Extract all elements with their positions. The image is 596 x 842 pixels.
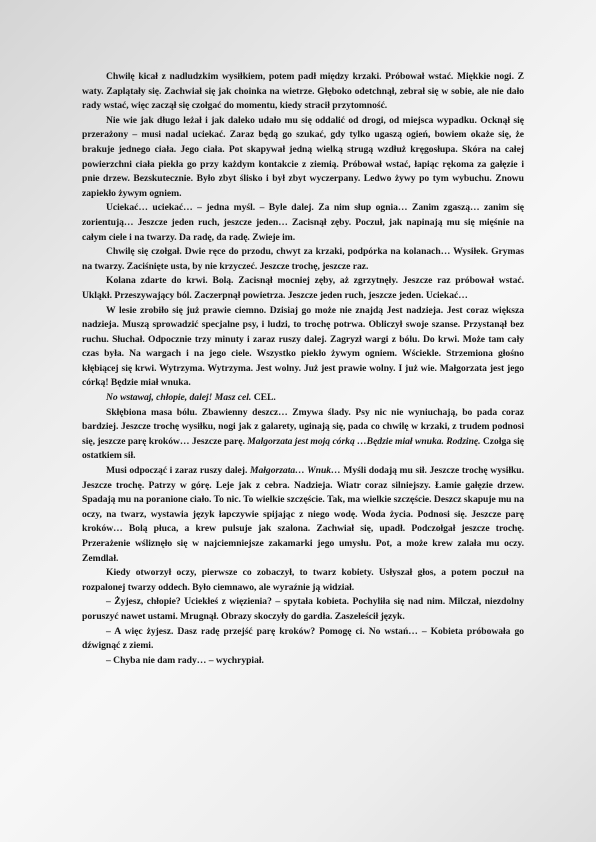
italic-text: Małgorzata… Wnuk… <box>250 465 341 477</box>
paragraph-text: Musi odpocząć i zaraz ruszy dalej. <box>106 465 250 477</box>
paragraph-text: Skłębiona masa bólu. Zbawienny deszcz… Zmywa ślady. Psy nic nie wyniuchają, bo pada coraz bardziej. Jeszcze trochę wysiłku, nogi jak z galarety, uginają się, pada co chwilę w krzaki, z trudem podnosi się, jeszcze parę kroków… Jeszcze parę. <box>82 406 524 447</box>
paragraph: – A więc żyjesz. Dasz radę przejść parę kroków? Pomogę ci. No wstań… – Kobieta próbowała go dźwignąć z ziemi. <box>82 625 524 652</box>
paragraph: Chwilę się czołgał. Dwie ręce do przodu, chwyt za krzaki, podpórka na kolanach… Wysiłek. Grymas na twarzy. Zaciśnięte usta, by nie krzyczeć. Jeszcze trochę, jeszcze raz. <box>82 246 524 272</box>
paragraph: Nie wie jak długo leżał i jak daleko udało mu się oddalić od drogi, od miejsca wypadku. Ocknął się przerażony – musi nadal uciekać. Zaraz będą go szukać, gdy tylko ugaszą ogień, bowiem okaże się, że brakuje jednego ciała. Jego ciała. Pot skapywał jedną wielką strugą wzdłuż kręgosłupa. Skóra na całej powierzchni ciała piekła go przy każdym kontakcie z ziemią. Próbował wstać, łapiąc rękoma za gałęzie i pnie drzew. Bezskutecznie. Było zbyt ślisko i był zbyt wyczerpany. Ledwo żywy po tym wybuchu. Znowu zapiekło żywym ogniem. <box>82 114 524 199</box>
paragraph-text: Myśli dodają mu sił. Jeszcze trochę wysiłku. Jeszcze trochę. Patrzy w górę. Leje jak z cebra. Nadzieja. Wiatr coraz silniejszy. Łamie gałęzie drzew. Spadają mu na poranione ciało. To nic. To wielkie szczęście. Tak, ma wielkie szczęście. Deszcz skapuje mu na oczy, na twarz, wystawia język łapczywie spijając z niego wodę. Woda życia. Podnosi się. Jeszcze parę kroków… Bolą płuca, a krew pulsuje jak szalona. Zachwiał się, upadł. Podczołgał jeszcze trochę. Przerażenie wśliznęło się w najciemniejsze zakamarki jego umysłu. Pot, a może krew zalała mu oczy. Zemdlał. <box>82 465 524 564</box>
italic-text: No wstawaj, chłopie, dalej! Masz cel. <box>106 392 252 404</box>
paragraph-text: Czołga się ostatkiem sił. <box>82 435 525 462</box>
paragraph: Chwilę kicał z nadludzkim wysiłkiem, potem padł między krzaki. Próbował wstać. Miękkie nogi. Z waty. Zaplątały się. Zachwiał się jak choinka na wietrze. Głęboko odetchnął, zebrał się w sobie, ale nie dało rady wstać, więc zaczął się czołgać do momentu, kiedy stracił przytomność. <box>82 71 524 112</box>
italic-text: Małgorzata jest moją córką …Będzie miał wnuka. Rodzinę. <box>247 435 481 447</box>
paragraph <box>82 406 524 464</box>
paragraph: Uciekać… uciekać… – jedna myśl. – Byle dalej. Za nim słup ognia… Zanim zgaszą… zanim się zorientują… Jeszcze jeden ruch, jeszcze jeden… Zacisnął zęby. Poczuł, jak napinają mu się mięśnie na całym ciele i na twarzy. Da radę, da radę. Zwieje im. <box>82 202 524 243</box>
paragraph: Kolana zdarte do krwi. Bolą. Zacisnął mocniej zęby, aż zgrzytnęły. Jeszcze raz próbował wstać. Ukląkł. Przeszywający ból. Zaczerpnął powietrza. Jeszcze jeden ruch, jeszcze jeden. Uciekać… <box>82 275 524 301</box>
document-page <box>82 70 524 668</box>
paragraph-text: CEL. <box>251 392 276 404</box>
paragraph <box>82 464 524 566</box>
paragraph: W lesie zrobiło się już prawie ciemno. Dzisiaj go może nie znajdą Jest nadzieja. Jest coraz większa nadzieja. Muszą sprowadzić specjalne psy, i ludzi, to trochę potrwa. Obliczył swoje szanse. Przystanął bez ruchu. Słuchał. Odpocznie trzy minuty i zaraz ruszy dalej. Zagryzł wargi z bólu. Do krwi. Może tam cały czas była. Na wargach i na jego ciele. Wszystko piekło żywym ogniem. Wściekle. Strzemiona głośno kłębiącej się krwi. Wytrzyma. Wytrzyma. Jest wolny. Już jest prawie wolny. I już wie. Małgorzata jest jego córką! Będzie miał wnuka. <box>82 304 524 389</box>
paragraph: Kiedy otworzył oczy, pierwsze co zobaczył, to twarz kobiety. Usłyszał głos, a potem poczuł na rozpalonej twarzy oddech. Było ciemnawo, ale wyraźnie ją widział. <box>82 567 524 593</box>
paragraph <box>82 391 524 406</box>
paragraph: – Chyba nie dam rady… – wychrypiał. <box>106 654 264 666</box>
paragraph: – Żyjesz, chłopie? Uciekłeś z więzienia? – spytała kobieta. Pochyliła się nad nim. Milczał, niezdolny poruszyć nawet ustami. Mrugnął. Obrazy skoczyły do gardła. Zaszeleścił język. <box>82 596 524 622</box>
